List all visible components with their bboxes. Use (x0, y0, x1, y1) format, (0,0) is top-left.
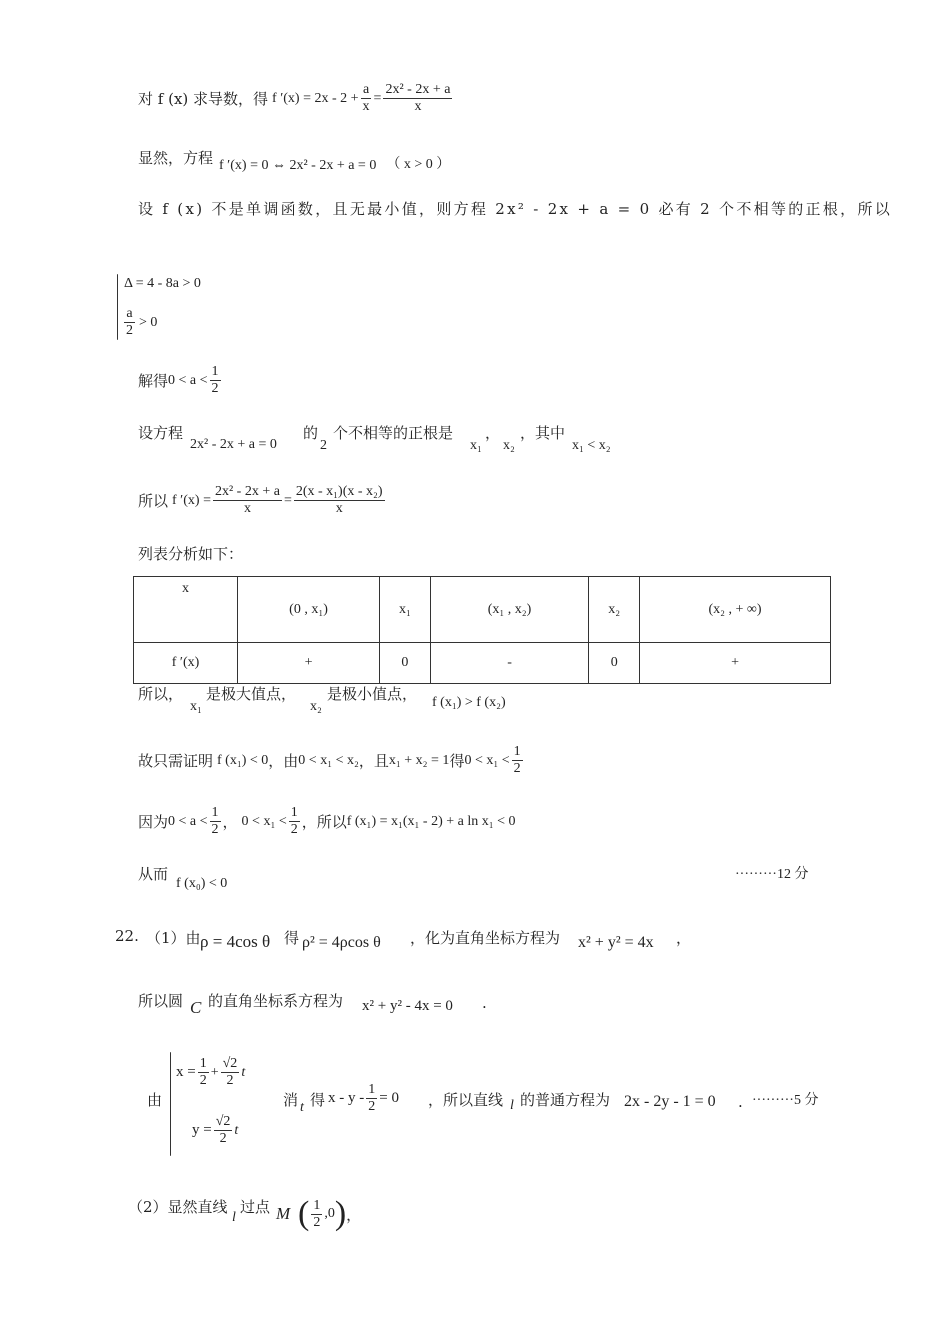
comma: ， (222, 813, 238, 831)
score-12: ·········12 分 (735, 867, 809, 882)
derivative-text: 对 f (x) 求导数，得 (138, 90, 269, 108)
proof-line (138, 805, 516, 838)
table-row (134, 643, 831, 684)
equation: 0 < a < (168, 372, 208, 388)
system-eq2 (122, 306, 157, 339)
roots-count: 2 (320, 438, 327, 453)
numerator: a (362, 82, 370, 97)
table-cell: x₂ (589, 577, 640, 643)
numerator: 2x² - 2x + a (214, 484, 280, 499)
table-cell: + (238, 643, 380, 684)
conclusion-eq: f (x₀) < 0 (176, 876, 228, 891)
text: 得 (449, 752, 465, 770)
extremum-x1: x₁ (190, 699, 202, 714)
denominator: x (243, 501, 251, 516)
table-cell: (x₁ , x₂) (430, 577, 589, 643)
fraction (214, 1114, 233, 1147)
roots-eq: 2x² - 2x + a = 0 (190, 437, 277, 452)
equation: x - y - (328, 1090, 365, 1106)
inequality: > 0 (139, 314, 158, 330)
equals: = (373, 90, 382, 106)
table-intro: 列表分析如下： (138, 545, 244, 563)
coord-rest: ,0 (324, 1206, 335, 1221)
polar-eq: ρ = 4cos θ (200, 932, 271, 951)
right-paren: ) (334, 1195, 347, 1232)
roots-text3: 个不相等的正根是 (333, 424, 454, 442)
plus: + (210, 1064, 219, 1080)
part2-text2: 过点 (240, 1198, 271, 1216)
cartesian-eq: x² + y² = 4x (578, 934, 654, 951)
general-form-text: 的普通方程为 (520, 1091, 611, 1109)
table-cell: (x₂ , + ∞) (640, 577, 831, 643)
equation: 0 < x₁ < (241, 813, 287, 829)
end: ， (346, 1205, 362, 1224)
text: 因为 (138, 813, 169, 831)
numerator: 1 (313, 1197, 321, 1213)
question-number: 22. (115, 927, 139, 945)
fraction (383, 82, 452, 115)
q22-text2: 得 (284, 929, 300, 947)
root-x2: x₂ (503, 438, 515, 453)
fraction (124, 306, 135, 339)
left-brace (170, 1052, 171, 1156)
text: ，由 (268, 752, 299, 770)
fraction (294, 484, 385, 517)
table-cell: (0 , x₁) (238, 577, 380, 643)
table-cell: x₁ (380, 577, 431, 643)
denominator: 2 (126, 323, 133, 338)
roots-text1: 设方程 (138, 424, 184, 442)
circle-end: . (482, 994, 487, 1012)
denominator: 2 (368, 1099, 376, 1114)
eliminate-t: t (300, 1100, 304, 1115)
fraction (311, 1198, 322, 1231)
proof-goal-line (138, 744, 525, 777)
derivative-eq: f ′(x) = 2x - 2 + (272, 90, 359, 106)
fraction (366, 1082, 377, 1115)
left-paren: ( (298, 1195, 310, 1232)
numerator: 1 (211, 805, 219, 820)
roots-text4: ，其中 (520, 424, 566, 442)
denominator: 2 (226, 1073, 234, 1088)
equation: f (x₁) < 0 (217, 752, 269, 768)
table-cell: 0 (380, 643, 431, 684)
equation: 0 < x₁ < (464, 752, 510, 768)
numerator: 1 (513, 744, 521, 759)
sign-table (133, 576, 831, 684)
denominator: x (414, 99, 422, 114)
text: ，且 (358, 752, 389, 770)
obtain-text: 得 (310, 1091, 326, 1109)
denominator: 2 (211, 381, 219, 396)
conclusion-text: 从而 (138, 865, 169, 883)
line-l: l (510, 1098, 514, 1113)
numerator: 1 (211, 364, 219, 379)
text: 故只需证明 (138, 752, 214, 770)
param-t: t (241, 1064, 246, 1080)
extremum-text3: 是极小值点， (327, 685, 418, 703)
system-eq1: Δ = 4 - 8a > 0 (124, 276, 201, 291)
q22-text1: （1）由 (146, 929, 201, 947)
denominator: 2 (219, 1131, 227, 1146)
text: 所以 (138, 492, 169, 510)
table-row (134, 577, 831, 643)
extremum-text1: 所以， (138, 685, 184, 703)
numerator: √2 (215, 1114, 231, 1129)
equals-zero: = 0 (379, 1090, 399, 1106)
denominator: 2 (290, 822, 298, 837)
general-eq: 2x - 2y - 1 = 0 (624, 1093, 716, 1110)
score-5: ·········5 分 (752, 1093, 819, 1108)
derivative-line (138, 82, 454, 115)
fraction (213, 484, 282, 517)
q22-end: ， (676, 929, 692, 947)
table-cell: 0 (589, 643, 640, 684)
fraction (210, 364, 221, 397)
numerator: 2(x - x₁)(x - x₂) (295, 484, 383, 499)
equation: f (x₁) = x₁(x₁ - 2) + a ln x₁ < 0 (346, 813, 516, 829)
text: 解得 (138, 372, 169, 390)
condition: （ x > 0 ） (386, 157, 451, 172)
circle-eq: x² + y² - 4x = 0 (362, 998, 453, 1014)
roots-text2: 的 (303, 424, 319, 442)
param-y-eq (192, 1114, 238, 1147)
root-x1: x₁ (470, 438, 482, 453)
point-m: M (276, 1204, 291, 1223)
table-cell: - (430, 643, 589, 684)
factored-derivative-line (138, 484, 387, 517)
polar-eq2: ρ² = 4ρcos θ (302, 934, 381, 951)
numerator: √2 (222, 1056, 238, 1071)
table-cell: + (640, 643, 831, 684)
param-x-eq (176, 1056, 245, 1089)
circle-text1: 所以圆 (138, 992, 184, 1010)
extremum-compare: f (x₁) > f (x₂) (432, 695, 506, 710)
equals: = (283, 492, 292, 508)
fraction (221, 1056, 240, 1089)
denominator: x (335, 501, 343, 516)
numerator: 1 (290, 805, 298, 820)
numerator: 1 (199, 1056, 207, 1071)
equation: x₁ + x₂ = 1 (388, 752, 450, 768)
denominator: x (362, 99, 370, 114)
equation: f ′(x) = (172, 492, 211, 508)
fraction (210, 805, 221, 838)
text: 显然，方程 (138, 148, 214, 167)
circle-c: C (190, 998, 202, 1017)
equation: 0 < a < (168, 813, 208, 829)
param-t: t (234, 1122, 239, 1138)
line-eq (328, 1082, 399, 1115)
system2-text1: 由 (147, 1091, 163, 1109)
fraction (361, 82, 372, 115)
text: ，所以 (301, 813, 347, 831)
extremum-x2: x₂ (310, 699, 322, 714)
circle-text2: 的直角坐标系方程为 (208, 992, 344, 1010)
q22-text3: ，化为直角坐标方程为 (410, 929, 561, 947)
fraction (289, 805, 300, 838)
roots-order: x₁ < x₂ (572, 438, 611, 453)
denominator: 2 (211, 822, 219, 837)
equation-line (138, 140, 450, 174)
equation: f ′(x) = 0 ⇔ 2x² - 2x + a = 0 (219, 158, 377, 173)
extremum-text2: 是极大值点， (206, 685, 297, 703)
eliminate-text: 消 (283, 1091, 299, 1109)
numerator: 1 (368, 1082, 376, 1097)
denominator: 2 (199, 1073, 207, 1088)
part2-l: l (232, 1210, 236, 1225)
part2-text1: （2）显然直线 (128, 1198, 228, 1216)
line-text: ，所以直线 (428, 1091, 504, 1109)
point-coords (298, 1190, 361, 1238)
fraction (198, 1056, 209, 1089)
numerator: 2x² - 2x + a (385, 82, 451, 97)
monotonic-condition-line: 设 f (x) 不是单调函数，且无最小值，则方程 2x² - 2x + a = 0 必有 2 个不相等的正根，所以 (138, 200, 893, 218)
left-brace (117, 274, 118, 340)
solution-line (138, 364, 223, 397)
denominator: 2 (313, 1214, 321, 1230)
general-end: . (738, 1093, 743, 1111)
numerator: a (126, 306, 133, 321)
denominator: 2 (513, 761, 521, 776)
fraction (512, 744, 523, 777)
y-equals: y = (192, 1122, 212, 1138)
table-cell: x (134, 577, 238, 643)
x-equals: x = (176, 1064, 196, 1080)
equation: 0 < x₁ < x₂ (298, 752, 359, 768)
table-cell: f ′(x) (134, 643, 238, 684)
comma: ， (485, 424, 501, 442)
